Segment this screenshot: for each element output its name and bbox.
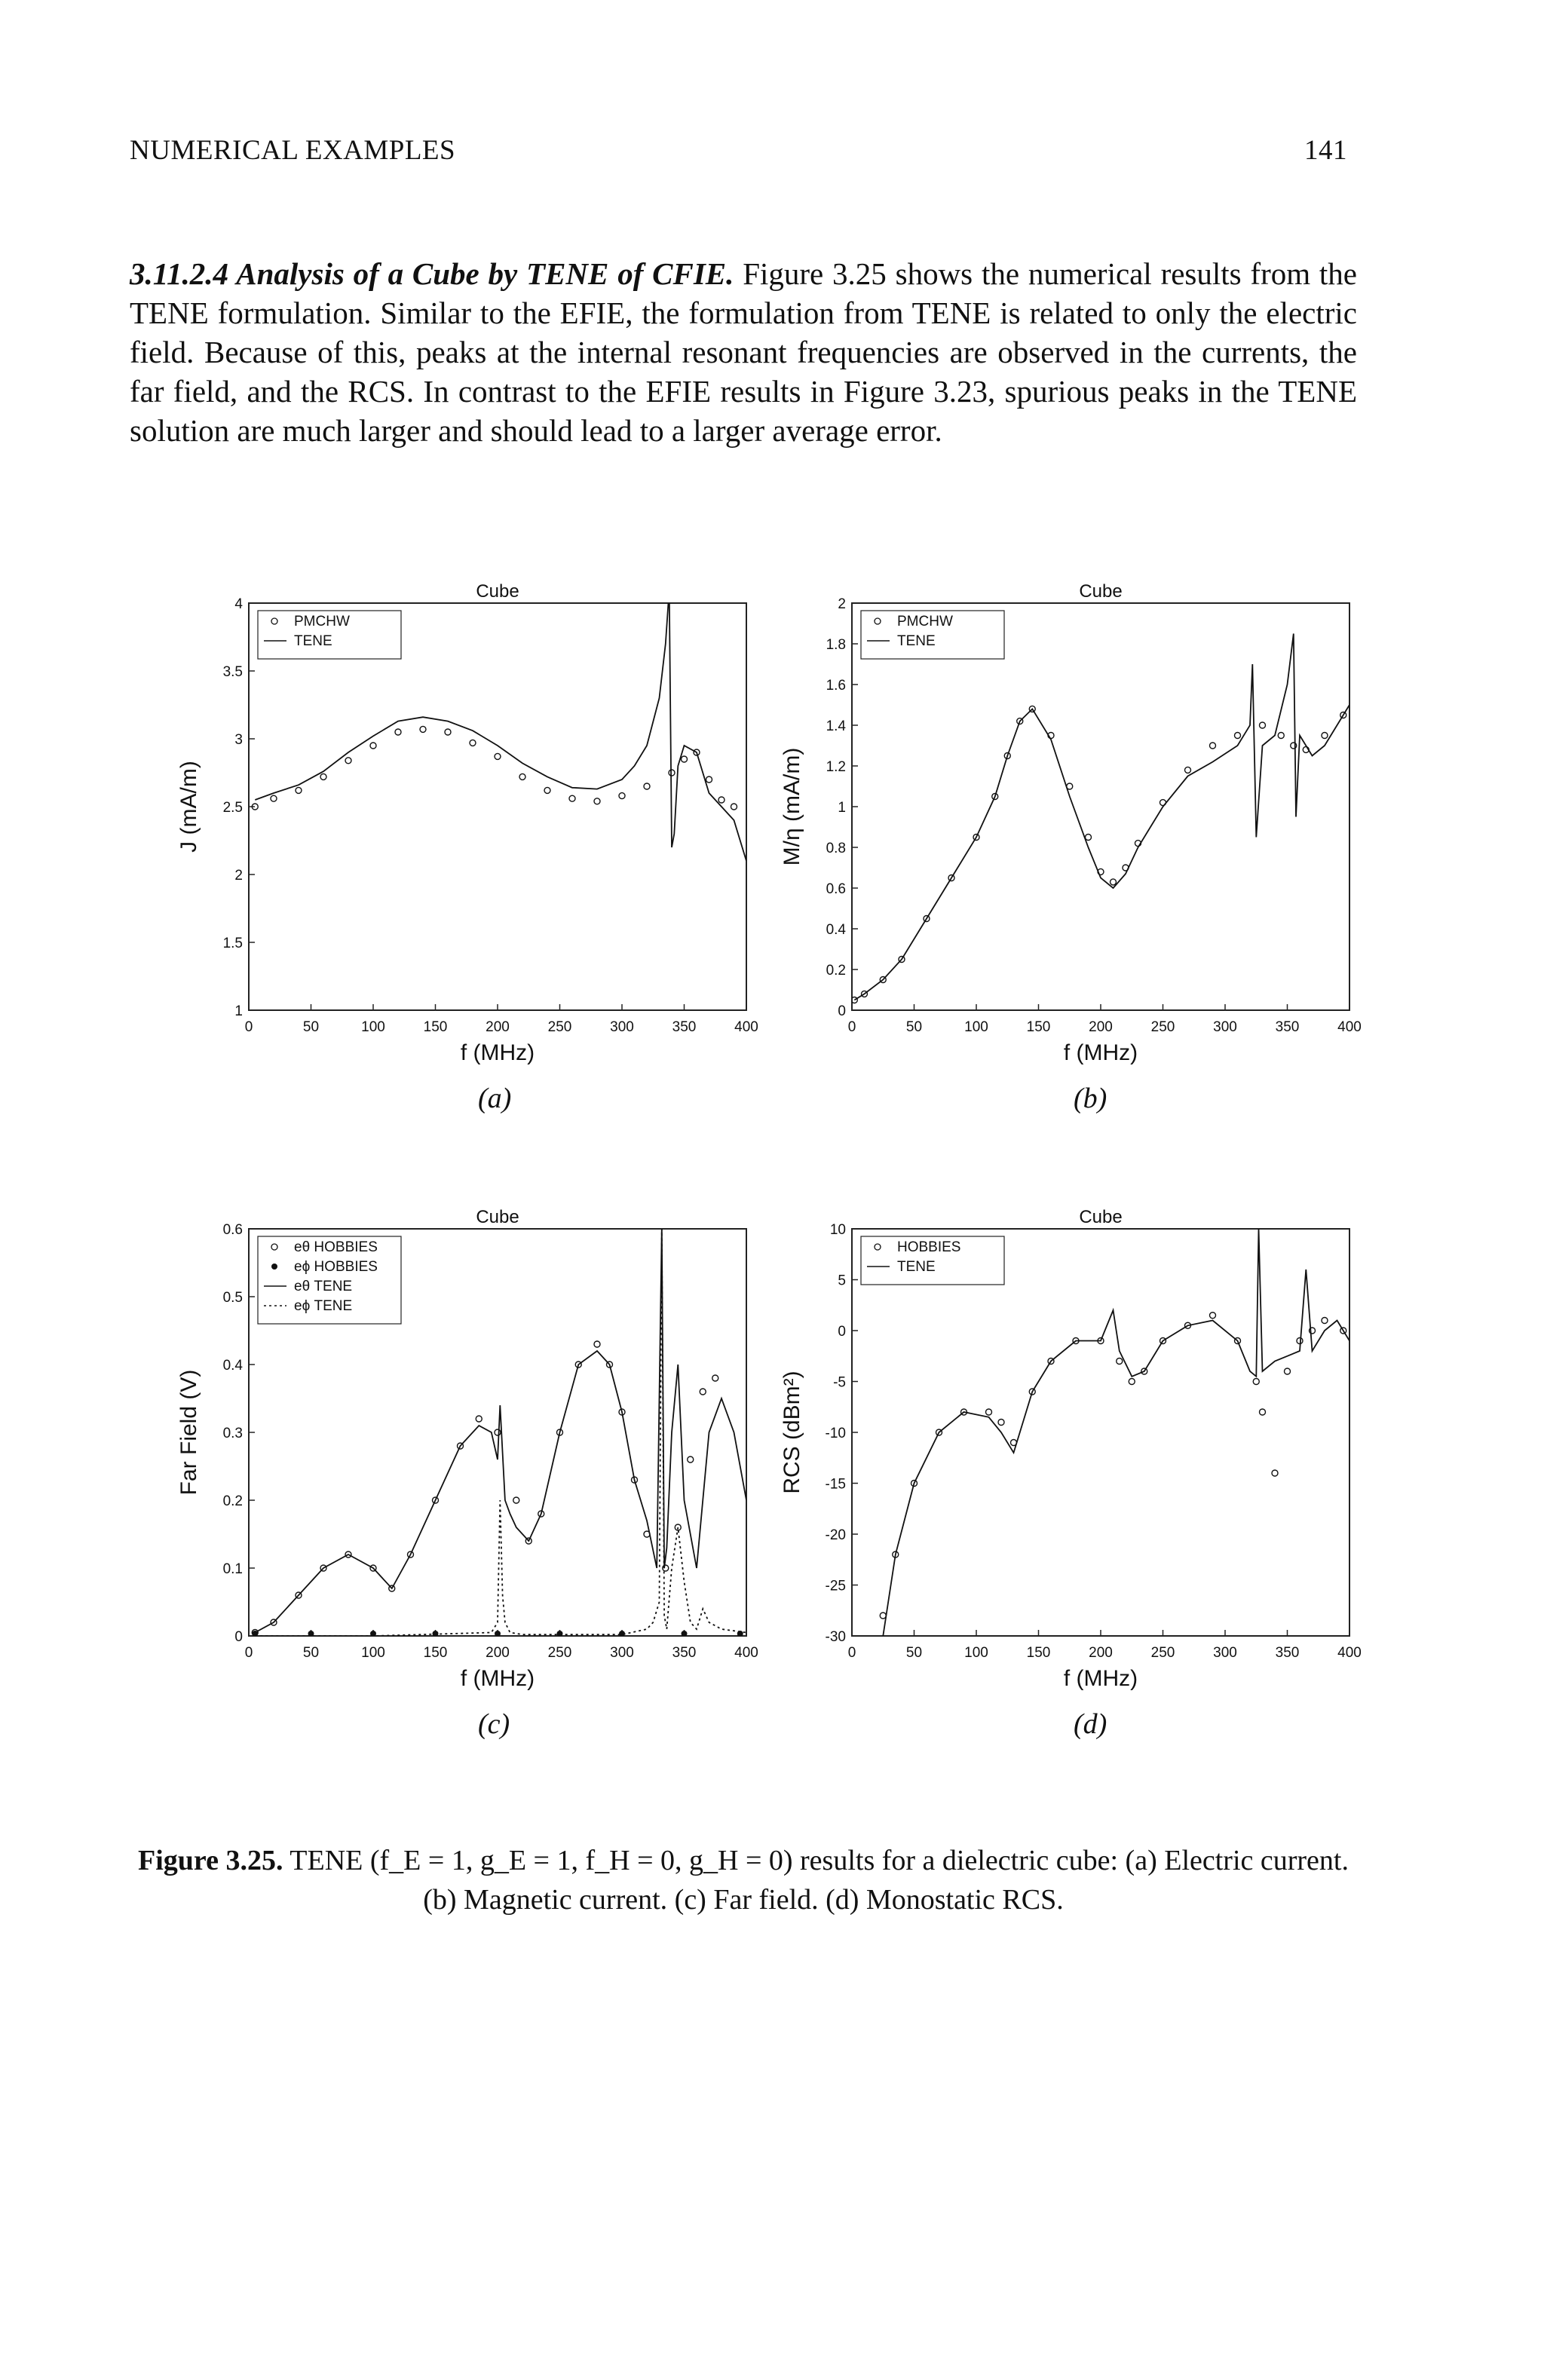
data-point	[519, 773, 525, 780]
legend-label: PMCHW	[897, 614, 953, 629]
data-point	[880, 1613, 886, 1619]
figure-caption	[130, 1841, 1357, 1919]
caption-label: Figure 3.25.	[138, 1845, 283, 1876]
x-tick-label: 350	[672, 1645, 697, 1661]
section-heading: 3.11.2.4 Analysis of a Cube by TENE of CFIE.	[130, 256, 734, 291]
legend-label: eθ TENE	[294, 1279, 353, 1294]
y-tick-label: 0.6	[826, 881, 846, 897]
x-tick-label: 300	[610, 1019, 634, 1035]
data-point	[1285, 1368, 1291, 1374]
x-tick-label: 250	[1150, 1645, 1175, 1661]
data-point	[594, 1341, 600, 1347]
y-tick-label: -10	[825, 1426, 846, 1441]
x-tick-label: 200	[1089, 1645, 1113, 1661]
x-tick-label: 100	[361, 1019, 385, 1035]
data-point	[476, 1416, 482, 1422]
legend-marker	[271, 1264, 277, 1270]
y-tick-label: -15	[825, 1476, 846, 1493]
x-tick-label: 350	[672, 1019, 697, 1035]
data-point	[320, 773, 326, 780]
y-tick-label: 2	[838, 596, 846, 612]
x-tick-label: 400	[1337, 1019, 1362, 1035]
page-number: 141	[1304, 135, 1347, 166]
x-tick-label: 100	[361, 1645, 385, 1661]
data-point	[557, 1631, 563, 1637]
x-axis-label: f (MHz)	[460, 1666, 535, 1691]
y-axis-label: RCS (dBm²)	[780, 1371, 804, 1494]
data-point	[1253, 1379, 1259, 1385]
x-tick-label: 100	[964, 1019, 988, 1035]
plot-frame	[852, 603, 1349, 1010]
x-tick-label: 50	[302, 1019, 320, 1035]
chart-d	[761, 1207, 1365, 1696]
y-tick-label: 1.6	[826, 678, 846, 694]
series-line	[854, 634, 1349, 1000]
subfigure-label-d: (d)	[1074, 1708, 1107, 1740]
data-point	[688, 1456, 694, 1463]
x-tick-label: 150	[1026, 1019, 1051, 1035]
x-tick-label: 150	[1026, 1645, 1051, 1661]
y-tick-label: 0.3	[222, 1426, 243, 1441]
data-point	[513, 1497, 519, 1503]
plot-area	[851, 634, 1349, 1003]
x-tick-label: 250	[1150, 1019, 1175, 1035]
x-tick-label: 150	[423, 1645, 448, 1661]
x-tick-label: 300	[1213, 1019, 1237, 1035]
data-point	[1210, 1313, 1216, 1319]
x-tick-label: 0	[244, 1019, 253, 1035]
data-point	[1129, 1379, 1135, 1385]
data-point	[1086, 835, 1092, 841]
chart-title: Cube	[1079, 581, 1123, 602]
y-tick-label: 5	[838, 1273, 846, 1289]
data-point	[395, 729, 401, 735]
x-tick-label: 50	[905, 1019, 923, 1035]
y-tick-label: 1.2	[826, 759, 846, 775]
y-tick-label: 0.4	[826, 922, 846, 938]
y-axis-label: Far Field (V)	[176, 1369, 201, 1496]
chart-title: Cube	[1079, 1207, 1123, 1227]
data-point	[345, 758, 351, 764]
series-line	[883, 1229, 1349, 1636]
data-point	[1235, 733, 1241, 739]
y-axis-label: M/η (mA/m)	[780, 747, 804, 866]
data-point	[420, 726, 426, 732]
y-tick-label: -20	[825, 1527, 846, 1543]
data-point	[998, 1420, 1004, 1426]
y-tick-label: 1.5	[222, 936, 243, 951]
data-point	[544, 787, 550, 793]
y-tick-label: 0.2	[826, 963, 846, 979]
x-tick-label: 300	[610, 1645, 634, 1661]
x-tick-label: 50	[302, 1645, 320, 1661]
x-axis-label: f (MHz)	[1063, 1666, 1138, 1691]
x-tick-label: 0	[244, 1645, 253, 1661]
data-point	[644, 783, 650, 789]
running-header: NUMERICAL EXAMPLES	[130, 135, 456, 166]
y-tick-label: 0.5	[222, 1290, 243, 1306]
data-point	[682, 1631, 688, 1637]
legend-label: HOBBIES	[897, 1239, 961, 1255]
x-tick-label: 0	[847, 1019, 856, 1035]
y-tick-label: 0.4	[222, 1358, 243, 1374]
data-point	[495, 1429, 501, 1435]
x-tick-label: 300	[1213, 1645, 1237, 1661]
legend-label: TENE	[897, 633, 936, 649]
x-tick-label: 200	[486, 1645, 510, 1661]
subfigure-label-b: (b)	[1074, 1083, 1107, 1114]
x-axis-label: f (MHz)	[460, 1040, 535, 1065]
data-point	[296, 787, 302, 793]
data-point	[1117, 1358, 1123, 1365]
x-tick-label: 400	[734, 1019, 758, 1035]
data-point	[700, 1389, 706, 1395]
data-point	[986, 1409, 992, 1415]
legend-label: PMCHW	[294, 614, 350, 629]
data-point	[1210, 743, 1216, 749]
subfigure-label-c: (c)	[478, 1708, 510, 1740]
data-point	[370, 743, 376, 749]
y-axis-label: J (mA/m)	[176, 761, 201, 853]
data-point	[445, 729, 451, 735]
plot-frame	[852, 1229, 1349, 1636]
y-tick-label: 2.5	[222, 800, 243, 816]
data-point	[731, 804, 737, 810]
y-tick-label: 0.2	[222, 1493, 243, 1509]
y-tick-label: -30	[825, 1629, 846, 1645]
data-point	[682, 756, 688, 762]
legend-label: eϕ HOBBIES	[294, 1259, 378, 1275]
chart-c	[158, 1207, 761, 1696]
data-point	[1260, 1409, 1266, 1415]
data-point	[706, 776, 712, 783]
data-point	[1322, 1318, 1328, 1324]
y-tick-label: 1.8	[826, 637, 846, 653]
data-point	[1272, 1470, 1278, 1476]
data-point	[1278, 733, 1284, 739]
caption-text: TENE (f_E = 1, g_E = 1, f_H = 0, g_H = 0) results for a dielectric cube: (a) Electric current. (b) Magnetic current. (c) Far field. (d) Monostatic RCS.	[283, 1845, 1349, 1916]
x-tick-label: 250	[547, 1019, 572, 1035]
y-tick-label: 4	[234, 596, 243, 612]
data-point	[619, 793, 625, 799]
data-point	[271, 795, 277, 801]
y-tick-label: -5	[833, 1374, 846, 1391]
body-paragraph	[130, 254, 1357, 450]
y-tick-label: 3	[234, 732, 243, 748]
chart-title: Cube	[476, 1207, 519, 1227]
y-tick-label: 1	[838, 800, 846, 816]
data-point	[569, 795, 575, 801]
chart-a	[158, 581, 761, 1071]
body-text: Figure 3.25 shows the numerical results from the TENE formulation. Similar to the EFIE, the formulation from TENE is related to only the electric field. Because of this, peaks at the internal resonant frequencies are observed in the currents, the far field, and the RCS. In contrast to the EFIE results in Figure 3.23, spurious peaks in the TENE solution are much larger and should lead to a larger average error.	[130, 256, 1358, 448]
x-tick-label: 200	[486, 1019, 510, 1035]
x-tick-label: 350	[1275, 1645, 1300, 1661]
data-point	[594, 798, 600, 804]
data-point	[1111, 879, 1117, 885]
data-point	[495, 1631, 501, 1637]
legend-label: TENE	[294, 633, 332, 649]
x-tick-label: 50	[905, 1645, 923, 1661]
y-tick-label: 0	[838, 1003, 846, 1019]
y-tick-label: 10	[829, 1222, 846, 1238]
subfigure-label-a: (a)	[478, 1083, 512, 1114]
y-tick-label: 0	[234, 1629, 243, 1645]
y-tick-label: 0	[838, 1324, 846, 1340]
y-tick-label: 1.4	[826, 718, 846, 734]
x-tick-label: 250	[547, 1645, 572, 1661]
legend-label: eϕ TENE	[294, 1298, 353, 1314]
data-point	[669, 770, 675, 776]
data-point	[718, 797, 725, 803]
x-axis-label: f (MHz)	[1063, 1040, 1138, 1065]
x-tick-label: 0	[847, 1645, 856, 1661]
y-tick-label: 2	[234, 868, 243, 884]
legend-label: TENE	[897, 1259, 936, 1275]
x-tick-label: 350	[1275, 1019, 1300, 1035]
data-point	[1322, 733, 1328, 739]
chart-b	[761, 581, 1365, 1071]
y-tick-label: 0.1	[222, 1561, 243, 1577]
data-point	[495, 753, 501, 759]
x-tick-label: 200	[1089, 1019, 1113, 1035]
data-point	[712, 1375, 718, 1381]
y-tick-label: 0.8	[826, 841, 846, 856]
plot-area	[880, 1229, 1349, 1636]
x-tick-label: 400	[734, 1645, 758, 1661]
y-tick-label: -25	[825, 1578, 846, 1594]
legend-label: eθ HOBBIES	[294, 1239, 378, 1255]
data-point	[1185, 767, 1191, 773]
y-tick-label: 0.6	[222, 1222, 243, 1238]
x-tick-label: 150	[423, 1019, 448, 1035]
x-tick-label: 100	[964, 1645, 988, 1661]
y-tick-label: 1	[234, 1003, 243, 1019]
chart-title: Cube	[476, 581, 519, 602]
data-point	[1260, 722, 1266, 728]
y-tick-label: 3.5	[222, 664, 243, 680]
x-tick-label: 400	[1337, 1645, 1362, 1661]
data-point	[470, 740, 476, 746]
